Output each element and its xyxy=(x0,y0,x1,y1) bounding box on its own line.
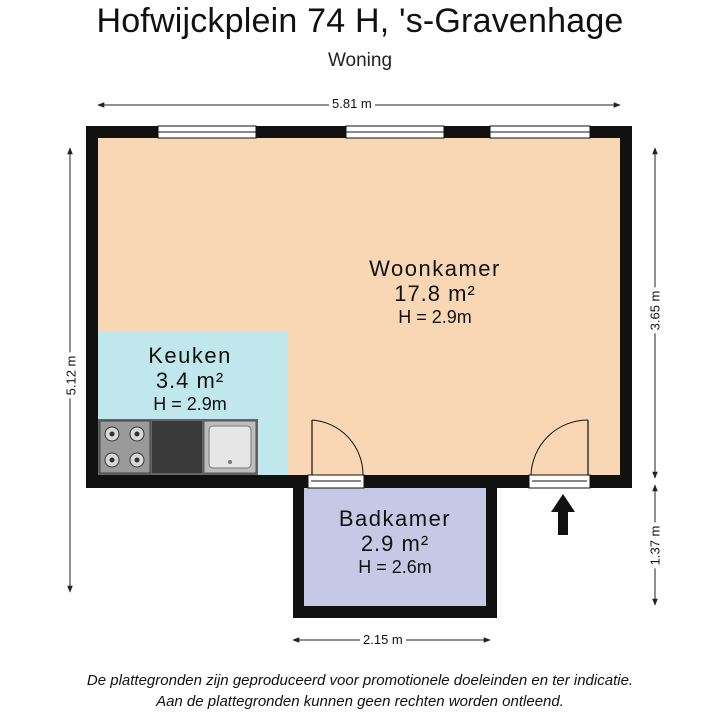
dimension-right-upper: 3.65 m xyxy=(647,288,662,334)
room-name: Badkamer xyxy=(338,506,452,531)
room-area: 2.9 m² xyxy=(360,531,430,557)
room-name: Keuken xyxy=(148,343,232,368)
page-title: Hofwijckplein 74 H, 's-Gravenhage xyxy=(96,2,624,40)
dimension-left: 5.12 m xyxy=(63,353,78,399)
entrance-arrow xyxy=(551,494,575,535)
room-height: H = 2.9m xyxy=(398,306,472,327)
disclaimer-line-2: Aan de plattegronden kunnen geen rechten worden ontleend. xyxy=(156,693,564,710)
room-area: 17.8 m² xyxy=(394,281,476,307)
room-label-woonkamer xyxy=(330,256,540,327)
room-label-keuken xyxy=(100,343,280,414)
page-subtitle: Woning xyxy=(327,50,393,71)
room-label-badkamer xyxy=(300,506,490,577)
room-area: 3.4 m² xyxy=(155,368,225,394)
stove-icon xyxy=(100,421,150,473)
disclaimer xyxy=(0,670,720,712)
windows xyxy=(158,126,590,138)
room-height: H = 2.6m xyxy=(358,556,432,577)
room-height: H = 2.9m xyxy=(153,393,227,414)
sink-icon xyxy=(204,421,256,473)
dimension-bottom: 2.15 m xyxy=(360,632,406,647)
room-name: Woonkamer xyxy=(369,256,501,281)
dimension-top: 5.81 m xyxy=(329,96,375,111)
disclaimer-line-1: De plattegronden zijn geproduceerd voor promotionele doeleinden en ter indicatie. xyxy=(86,672,634,689)
dimension-right-lower: 1.37 m xyxy=(647,523,662,569)
kitchen-counter xyxy=(98,419,258,475)
